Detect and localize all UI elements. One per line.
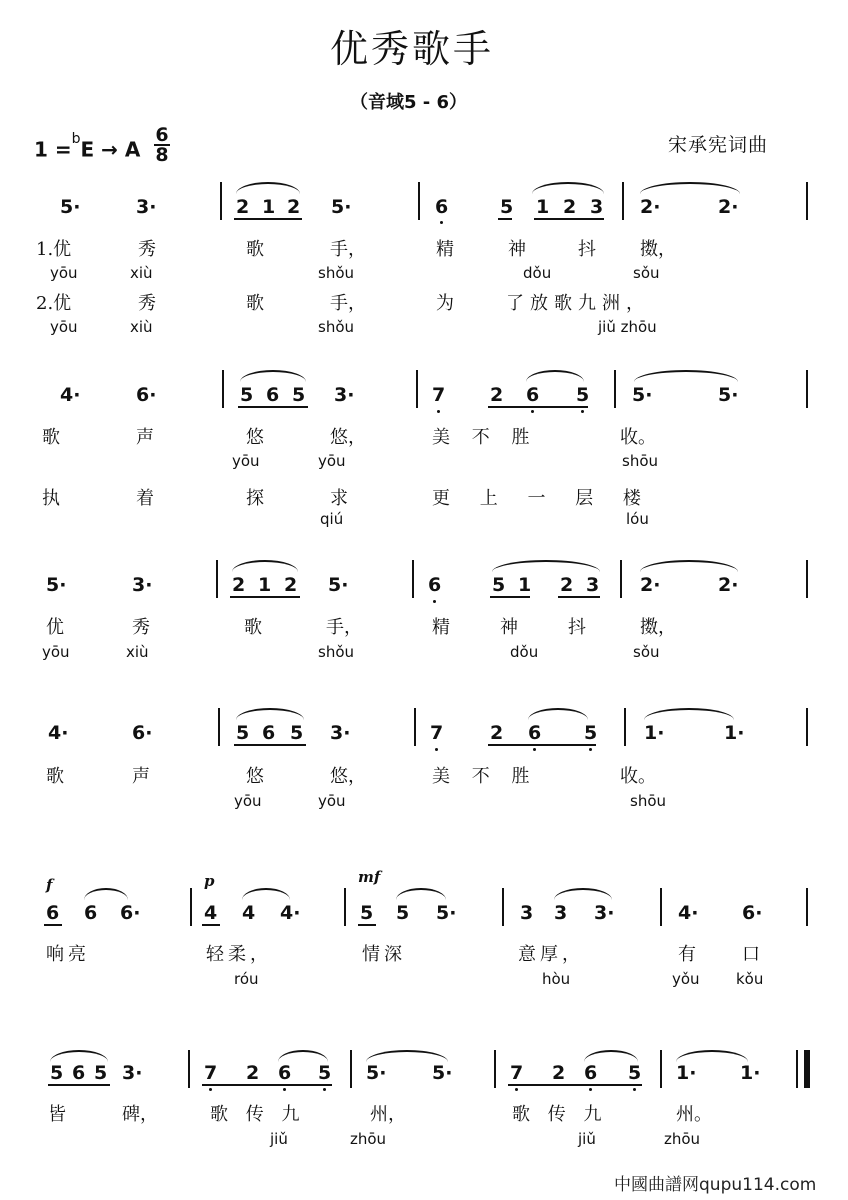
pinyin: xiù bbox=[126, 643, 149, 661]
low-dot bbox=[533, 748, 536, 751]
lyric: 秀 bbox=[132, 617, 150, 638]
slur bbox=[640, 182, 740, 194]
note: 3 bbox=[520, 902, 534, 924]
barline bbox=[344, 888, 346, 926]
pinyin: dǒu bbox=[523, 264, 552, 282]
barline bbox=[350, 1050, 352, 1088]
note: 5 bbox=[292, 384, 306, 406]
time-signature bbox=[154, 126, 170, 164]
barline bbox=[614, 370, 616, 408]
lyric: 求 bbox=[330, 488, 348, 509]
lyric: 州， bbox=[370, 1104, 406, 1125]
pinyin: shǒu bbox=[318, 318, 355, 336]
lyric: 悠 bbox=[246, 427, 264, 448]
pinyin: shǒu bbox=[318, 264, 355, 282]
pinyin: yōu bbox=[42, 643, 70, 661]
lyric: 抖 bbox=[568, 617, 586, 638]
note: 6 bbox=[46, 902, 60, 924]
lyric: 情深 bbox=[362, 944, 406, 965]
barline bbox=[622, 182, 624, 220]
low-dot bbox=[531, 410, 534, 413]
lyric: 碑， bbox=[122, 1104, 158, 1125]
note: 5 bbox=[240, 384, 254, 406]
slur bbox=[526, 370, 584, 382]
note: 1· bbox=[676, 1062, 697, 1084]
key-signature bbox=[34, 131, 141, 162]
pinyin: shōu bbox=[630, 792, 667, 810]
pinyin: jiǔ bbox=[578, 1130, 596, 1148]
slur bbox=[236, 708, 304, 720]
beam-line bbox=[202, 924, 220, 926]
lyric: 歌 bbox=[46, 766, 64, 787]
note: 2 bbox=[490, 384, 504, 406]
key-prefix: 1 = bbox=[34, 137, 72, 162]
note: 7 bbox=[432, 384, 446, 406]
barline bbox=[620, 560, 622, 598]
lyric: 精 bbox=[436, 239, 454, 260]
note: 5· bbox=[366, 1062, 387, 1084]
note: 5 bbox=[236, 722, 250, 744]
note: 2 bbox=[246, 1062, 260, 1084]
note: 5· bbox=[60, 196, 81, 218]
barline bbox=[218, 708, 220, 746]
note: 3 bbox=[586, 574, 600, 596]
slur bbox=[528, 708, 588, 720]
note: 5 bbox=[396, 902, 410, 924]
lyric: 歌 传 九 bbox=[512, 1104, 608, 1125]
slur bbox=[50, 1050, 108, 1062]
lyric: 为 bbox=[436, 293, 454, 314]
note: 6 bbox=[435, 196, 449, 218]
pinyin: jiǔ zhōu bbox=[598, 318, 657, 336]
beam-line bbox=[490, 596, 530, 598]
pinyin: yǒu bbox=[672, 970, 700, 988]
pinyin: yōu bbox=[318, 452, 346, 470]
lyric: 声 bbox=[132, 766, 150, 787]
note: 5 bbox=[628, 1062, 642, 1084]
lyric: 悠， bbox=[330, 766, 366, 787]
pinyin: zhōu bbox=[664, 1130, 701, 1148]
slur bbox=[236, 182, 300, 194]
note: 3· bbox=[122, 1062, 143, 1084]
barline bbox=[190, 888, 192, 926]
low-dot bbox=[433, 600, 436, 603]
note: 2 bbox=[287, 196, 301, 218]
flat-sign: b bbox=[71, 131, 81, 147]
lyric: 轻柔， bbox=[206, 944, 272, 965]
pinyin: yōu bbox=[234, 792, 262, 810]
lyric: 探 bbox=[246, 488, 264, 509]
note: 7 bbox=[204, 1062, 218, 1084]
beam-line bbox=[202, 1084, 332, 1086]
note: 2· bbox=[718, 574, 739, 596]
lyric: 抖 bbox=[578, 239, 596, 260]
beam-line bbox=[238, 406, 308, 408]
pinyin: yōu bbox=[50, 264, 78, 282]
lyric: 声 bbox=[136, 427, 154, 448]
note: 1 bbox=[518, 574, 532, 596]
note: 2· bbox=[640, 574, 661, 596]
note: 5 bbox=[290, 722, 304, 744]
slur bbox=[396, 888, 446, 900]
lyric: 2.优 bbox=[36, 293, 72, 314]
note: 1· bbox=[724, 722, 745, 744]
lyric: 皆 bbox=[48, 1104, 66, 1125]
note: 7 bbox=[430, 722, 444, 744]
pinyin: sǒu bbox=[633, 643, 660, 661]
note: 2 bbox=[236, 196, 250, 218]
pinyin: xiù bbox=[130, 318, 153, 336]
note: 4· bbox=[48, 722, 69, 744]
note: 3· bbox=[334, 384, 355, 406]
pinyin: róu bbox=[234, 970, 259, 988]
pinyin: dǒu bbox=[510, 643, 539, 661]
barline bbox=[188, 1050, 190, 1088]
dynamic-mark: f bbox=[46, 876, 53, 894]
key-text: E → A bbox=[80, 137, 141, 162]
beam-line bbox=[234, 744, 306, 746]
beam-line bbox=[498, 218, 512, 220]
note: 6· bbox=[136, 384, 157, 406]
lyric: 秀 bbox=[138, 293, 156, 314]
range-label: （音域5 - 6） bbox=[350, 92, 468, 113]
note: 1· bbox=[740, 1062, 761, 1084]
lyric: 响亮 bbox=[46, 944, 90, 965]
lyric: 有 bbox=[678, 944, 696, 965]
barline bbox=[806, 888, 808, 926]
lyric: 擞， bbox=[640, 239, 676, 260]
note: 4 bbox=[242, 902, 256, 924]
pinyin: shōu bbox=[622, 452, 659, 470]
low-dot bbox=[437, 410, 440, 413]
meter-bottom: 8 bbox=[155, 144, 169, 166]
lyric: 神 bbox=[500, 617, 518, 638]
note: 6 bbox=[526, 384, 540, 406]
lyric: 着 bbox=[136, 488, 154, 509]
note: 6 bbox=[528, 722, 542, 744]
lyric: 口 bbox=[742, 944, 760, 965]
note: 5· bbox=[331, 196, 352, 218]
pinyin: yōu bbox=[318, 792, 346, 810]
slur bbox=[232, 560, 298, 572]
note: 2· bbox=[640, 196, 661, 218]
slur bbox=[532, 182, 604, 194]
note: 4· bbox=[678, 902, 699, 924]
note: 1· bbox=[644, 722, 665, 744]
lyric: 神 bbox=[508, 239, 526, 260]
barline bbox=[414, 708, 416, 746]
note: 5· bbox=[718, 384, 739, 406]
lyric: 悠 bbox=[246, 766, 264, 787]
site-watermark: 中國曲譜网qupu114.com bbox=[614, 1175, 817, 1195]
note: 5 bbox=[94, 1062, 108, 1084]
beam-line bbox=[358, 924, 376, 926]
note: 5 bbox=[492, 574, 506, 596]
beam-line bbox=[230, 596, 300, 598]
barline bbox=[624, 708, 626, 746]
note: 2· bbox=[718, 196, 739, 218]
pinyin: jiǔ bbox=[270, 1130, 288, 1148]
slur bbox=[492, 560, 600, 572]
dynamic-mark: mf bbox=[358, 868, 381, 886]
slur bbox=[278, 1050, 328, 1062]
note: 3· bbox=[330, 722, 351, 744]
lyric: 了放歌九洲， bbox=[506, 293, 650, 314]
lyric: 州。 bbox=[676, 1104, 712, 1125]
lyric: 手， bbox=[330, 239, 366, 260]
low-dot bbox=[589, 1088, 592, 1091]
barline bbox=[216, 560, 218, 598]
note: 5 bbox=[50, 1062, 64, 1084]
note: 4 bbox=[204, 902, 218, 924]
note: 7 bbox=[510, 1062, 524, 1084]
note: 6 bbox=[72, 1062, 86, 1084]
note: 5 bbox=[360, 902, 374, 924]
pinyin: shǒu bbox=[318, 643, 355, 661]
note: 6 bbox=[278, 1062, 292, 1084]
barline bbox=[806, 370, 808, 408]
pinyin: lóu bbox=[626, 510, 649, 528]
lyric: 执 bbox=[42, 488, 60, 509]
dynamic-mark: p bbox=[204, 872, 215, 890]
note: 6 bbox=[262, 722, 276, 744]
lyric: 手， bbox=[326, 617, 362, 638]
lyric: 擞， bbox=[640, 617, 676, 638]
note: 5· bbox=[46, 574, 67, 596]
note: 1 bbox=[262, 196, 276, 218]
beam-line bbox=[488, 406, 588, 408]
final-barline bbox=[804, 1050, 810, 1088]
lyric: 秀 bbox=[138, 239, 156, 260]
lyric: 美 不 胜 bbox=[432, 427, 538, 448]
note: 2 bbox=[552, 1062, 566, 1084]
note: 1 bbox=[536, 196, 550, 218]
slur bbox=[640, 560, 738, 572]
note: 6· bbox=[120, 902, 141, 924]
pinyin: xiù bbox=[130, 264, 153, 282]
low-dot bbox=[435, 748, 438, 751]
low-dot bbox=[515, 1088, 518, 1091]
lyric: 歌 bbox=[42, 427, 60, 448]
barline bbox=[806, 182, 808, 220]
beam-line bbox=[534, 218, 604, 220]
note: 5· bbox=[632, 384, 653, 406]
beam-line bbox=[234, 218, 302, 220]
barline bbox=[220, 182, 222, 220]
note: 2 bbox=[284, 574, 298, 596]
beam-line bbox=[558, 596, 600, 598]
pinyin: yōu bbox=[50, 318, 78, 336]
pinyin: qiú bbox=[320, 510, 344, 528]
lyric: 歌 bbox=[246, 239, 264, 260]
lyric: 更 上 一 层 楼 bbox=[432, 488, 653, 509]
note: 1 bbox=[258, 574, 272, 596]
lyric: 1.优 bbox=[36, 239, 72, 260]
note: 4· bbox=[60, 384, 81, 406]
note: 6 bbox=[584, 1062, 598, 1084]
note: 5 bbox=[500, 196, 514, 218]
barline bbox=[412, 560, 414, 598]
note: 2 bbox=[560, 574, 574, 596]
note: 6· bbox=[132, 722, 153, 744]
low-dot bbox=[440, 221, 443, 224]
note: 6 bbox=[428, 574, 442, 596]
note: 3 bbox=[554, 902, 568, 924]
barline bbox=[660, 888, 662, 926]
low-dot bbox=[323, 1088, 326, 1091]
pinyin: yōu bbox=[232, 452, 260, 470]
lyric: 歌 bbox=[246, 293, 264, 314]
lyric: 歌 传 九 bbox=[210, 1104, 306, 1125]
beam-line bbox=[488, 744, 596, 746]
slur bbox=[84, 888, 128, 900]
lyric: 歌 bbox=[244, 617, 262, 638]
pinyin: hòu bbox=[542, 970, 571, 988]
lyric: 意厚， bbox=[518, 944, 584, 965]
lyric: 优 bbox=[46, 617, 64, 638]
slur bbox=[554, 888, 612, 900]
low-dot bbox=[209, 1088, 212, 1091]
beam-line bbox=[44, 924, 62, 926]
lyric: 精 bbox=[432, 617, 450, 638]
note: 6· bbox=[742, 902, 763, 924]
note: 3· bbox=[594, 902, 615, 924]
meter-top: 6 bbox=[155, 124, 169, 146]
barline bbox=[806, 560, 808, 598]
note: 5 bbox=[576, 384, 590, 406]
low-dot bbox=[633, 1088, 636, 1091]
author-credit: 宋承宪词曲 bbox=[668, 134, 769, 156]
note: 3· bbox=[136, 196, 157, 218]
lyric: 美 不 胜 bbox=[432, 766, 538, 787]
lyric: 手， bbox=[330, 293, 366, 314]
slur bbox=[366, 1050, 448, 1062]
slur bbox=[644, 708, 734, 720]
barline bbox=[796, 1050, 798, 1088]
note: 5 bbox=[584, 722, 598, 744]
barline bbox=[418, 182, 420, 220]
lyric: 收。 bbox=[620, 766, 656, 787]
note: 6 bbox=[266, 384, 280, 406]
slur bbox=[634, 370, 738, 382]
barline bbox=[806, 708, 808, 746]
pinyin: kǒu bbox=[736, 970, 764, 988]
note: 4· bbox=[280, 902, 301, 924]
low-dot bbox=[283, 1088, 286, 1091]
low-dot bbox=[589, 748, 592, 751]
note: 3 bbox=[590, 196, 604, 218]
note: 5· bbox=[432, 1062, 453, 1084]
note: 2 bbox=[490, 722, 504, 744]
lyric: 收。 bbox=[620, 427, 656, 448]
pinyin: zhōu bbox=[350, 1130, 387, 1148]
page-title: 优秀歌手 bbox=[330, 27, 495, 71]
barline bbox=[494, 1050, 496, 1088]
note: 5· bbox=[328, 574, 349, 596]
slur bbox=[584, 1050, 638, 1062]
note: 5· bbox=[436, 902, 457, 924]
low-dot bbox=[581, 410, 584, 413]
beam-line bbox=[48, 1084, 110, 1086]
barline bbox=[660, 1050, 662, 1088]
barline bbox=[416, 370, 418, 408]
slur bbox=[676, 1050, 748, 1062]
note: 5 bbox=[318, 1062, 332, 1084]
barline bbox=[222, 370, 224, 408]
note: 6 bbox=[84, 902, 98, 924]
slur bbox=[242, 888, 290, 900]
pinyin: sǒu bbox=[633, 264, 660, 282]
slur bbox=[240, 370, 306, 382]
barline bbox=[502, 888, 504, 926]
note: 2 bbox=[232, 574, 246, 596]
lyric: 悠， bbox=[330, 427, 366, 448]
note: 2 bbox=[563, 196, 577, 218]
beam-line bbox=[508, 1084, 642, 1086]
note: 3· bbox=[132, 574, 153, 596]
